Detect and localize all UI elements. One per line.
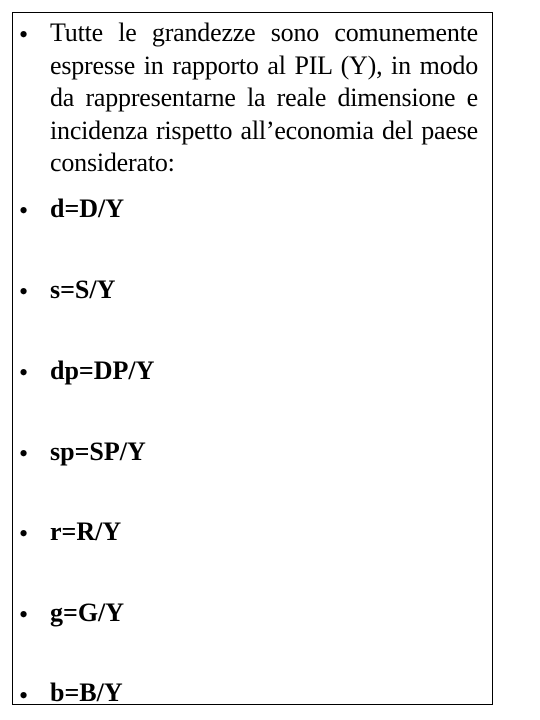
bullet-dot: • <box>19 519 29 548</box>
formula-dp: dp=DP/Y <box>50 356 155 385</box>
bullet-dot: • <box>19 600 29 629</box>
formula-b: b=B/Y <box>50 678 123 707</box>
formula-r: r=R/Y <box>50 517 122 546</box>
bullet-dot: • <box>19 681 29 710</box>
bullet-dot: • <box>19 20 29 49</box>
bullet-dot: • <box>19 439 29 468</box>
formula-s: s=S/Y <box>50 275 116 304</box>
bullet-dot: • <box>19 358 29 387</box>
bullet-dot: • <box>19 277 29 306</box>
bullet-dot: • <box>19 196 29 225</box>
intro-paragraph: Tutte le grandezze sono comunemente espresse in rapporto al PIL (Y), in modo da rappresentarne la reale dimensione e incidenza rispetto all’economia del paese considerato: <box>50 18 478 177</box>
formula-g: g=G/Y <box>50 598 125 627</box>
formula-d: d=D/Y <box>50 194 125 223</box>
formula-sp: sp=SP/Y <box>50 437 146 466</box>
